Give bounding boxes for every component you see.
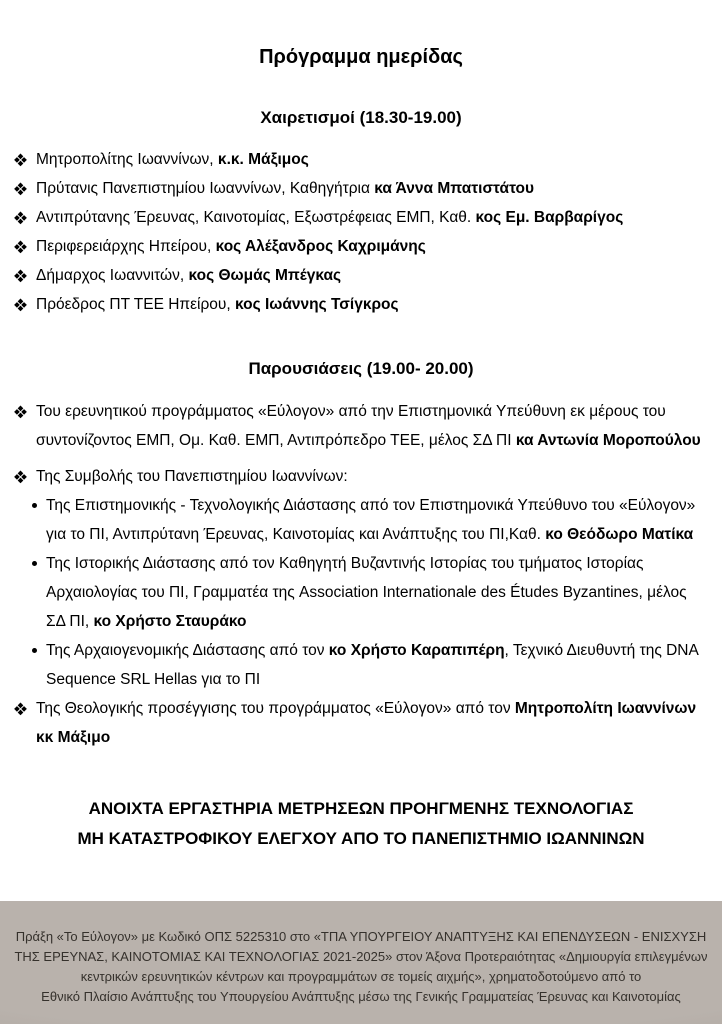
person-name: κο Χρήστο Σταυράκο: [93, 613, 247, 631]
footer-line: ΤΗΣ ΕΡΕΥΝΑΣ, ΚΑΙΝΟΤΟΜΙΑΣ ΚΑΙ ΤΕΧΝΟΛΟΓΙΑΣ 2021-2025» στον Άξονα Προτεραιότητας «Δημιουργία επιλεγμένων: [14, 949, 708, 964]
item-text: Αντιπρύτανης Έρευνας, Καινοτομίας, Εξωστρέφειας ΕΜΠ, Καθ.: [36, 209, 476, 227]
diamond-bullet-icon: [16, 241, 26, 251]
sub-list-item: [32, 636, 706, 694]
list-item: [14, 232, 706, 261]
person-name: κα Άννα Μπατιστάτου: [374, 180, 535, 198]
item-text: Της Ιστορικής Διάστασης από τον Καθηγητή Βυζαντινής Ιστορίας του τμήματος Ιστορίας Αρχαιολογίας του ΠΙ, Γραμματέα της Association Internationale des Études Byzantines, μέλος ΣΔ ΠΙ,: [46, 555, 687, 631]
item-text: Του ερευνητικού προγράμματος «Εύλογον» από την Επιστημονικά Υπεύθυνη εκ μέρους του συντονίζοντος ΕΜΠ, Ομ. Καθ. ΕΜΠ, Αντιπρόπεδρο ΤΕΕ, μέλος ΣΔ ΠΙ: [36, 403, 666, 450]
item-text: Της Θεολογικής προσέγγισης του προγράμματος «Εύλογον» από τον: [36, 700, 515, 718]
item-text: Δήμαρχος Ιωαννιτών,: [36, 267, 189, 285]
sub-list-item: [32, 491, 706, 549]
diamond-bullet-icon: [16, 154, 26, 164]
person-name: κο Χρήστο Καραπιπέρη: [328, 642, 505, 660]
diamond-bullet-icon: [16, 471, 26, 481]
list-item: [14, 397, 706, 455]
dot-bullet-icon: [32, 648, 37, 653]
person-name: κα Αντωνία Μοροπούλου: [515, 432, 701, 450]
diamond-bullet-icon: [16, 270, 26, 280]
footer-line: κεντρικών ερευνητικών κέντρων και προγραμμάτων σε τομείς αιχμής», χρηματοδοτούμενο από το: [80, 969, 642, 984]
person-name: κος Θωμάς Μπέγκας: [188, 267, 342, 285]
page-title: Πρόγραμμα ημερίδας: [259, 46, 463, 68]
item-text: Της Αρχαιογενομικής Διάστασης από τον: [46, 642, 329, 660]
banner-line: ΜΗ ΚΑΤΑΣΤΡΟΦΙΚΟΥ ΕΛΕΓΧΟΥ ΑΠΟ ΤΟ ΠΑΝΕΠΙΣΤΗΜΙΟ ΙΩΑΝΝΙΝΩΝ: [77, 829, 645, 849]
item-text: Πρύτανις Πανεπιστημίου Ιωαννίνων, Καθηγήτρια: [36, 180, 375, 198]
diamond-bullet-icon: [16, 299, 26, 309]
list-item: [14, 203, 706, 232]
section-heading-greetings: Χαιρετισμοί (18.30-19.00): [260, 108, 462, 127]
footer-line: Εθνικό Πλαίσιο Ανάπτυξης του Υπουργείου Ανάπτυξης μέσω της Γενικής Γραμματείας Έρευνας και Καινοτομίας: [41, 989, 681, 1004]
person-name: κος Εμ. Βαρβαρίγος: [475, 209, 624, 227]
dot-bullet-icon: [32, 561, 37, 566]
list-item: [14, 145, 706, 174]
presentations-list: [0, 397, 722, 752]
item-text: Πρόεδρος ΠΤ ΤΕΕ Ηπείρου,: [36, 296, 236, 314]
diamond-bullet-icon: [16, 406, 26, 416]
banner-line: ΑΝΟΙΧΤΑ ΕΡΓΑΣΤΗΡΙΑ ΜΕΤΡΗΣΕΩΝ ΠΡΟΗΓΜΕΝΗΣ ΤΕΧΝΟΛΟΓΙΑΣ: [88, 799, 634, 819]
list-item: [14, 261, 706, 290]
diamond-bullet-icon: [16, 703, 26, 713]
open-labs-banner: [0, 794, 722, 854]
funding-footer: [0, 901, 722, 1024]
list-item: [14, 694, 706, 752]
list-item: [14, 290, 706, 319]
item-text: Μητροπολίτης Ιωαννίνων,: [36, 151, 218, 169]
item-text: Της Επιστημονικής - Τεχνολογικής Διάστασης από τον Επιστημονικά Υπεύθυνο του «Εύλογον» για το ΠΙ, Αντιπρύτανη Έρευνας, Καινοτομίας και Ανάπτυξης του ΠΙ,Καθ.: [46, 497, 696, 544]
section-heading-presentations: Παρουσιάσεις (19.00- 20.00): [248, 359, 474, 379]
item-text: Της Συμβολής του Πανεπιστημίου Ιωαννίνων:: [36, 468, 348, 486]
greetings-list: [0, 145, 722, 319]
list-item: [14, 174, 706, 203]
person-name: κ.κ. Μάξιμος: [217, 151, 309, 169]
list-item: [14, 462, 706, 491]
diamond-bullet-icon: [16, 183, 26, 193]
diamond-bullet-icon: [16, 212, 26, 222]
dot-bullet-icon: [32, 503, 37, 508]
item-text: Περιφερειάρχης Ηπείρου,: [36, 238, 216, 256]
footer-line: Πράξη «Το Εύλογον» με Κωδικό ΟΠΣ 5225310 στο «ΤΠΑ ΥΠΟΥΡΓΕΙΟΥ ΑΝΑΠΤΥΞΗΣ ΚΑΙ ΕΠΕΝΔΥΣΕΩΝ - ΕΝΙΣΧΥΣΗ: [15, 929, 707, 944]
person-name: κος Αλέξανδρος Καχριμάνης: [215, 238, 426, 256]
person-name: κο Θεόδωρο Ματίκα: [545, 526, 694, 544]
person-name: Μητροπολίτη Ιωαννίνων κκ Μάξιμο: [36, 700, 697, 747]
person-name: κος Ιωάννης Τσίγκρος: [235, 296, 399, 314]
sub-list-item: [32, 549, 706, 636]
item-text: , Τεχνικό Διευθυντή της DNA Sequence SRL Hellas για το ΠΙ: [46, 642, 698, 689]
